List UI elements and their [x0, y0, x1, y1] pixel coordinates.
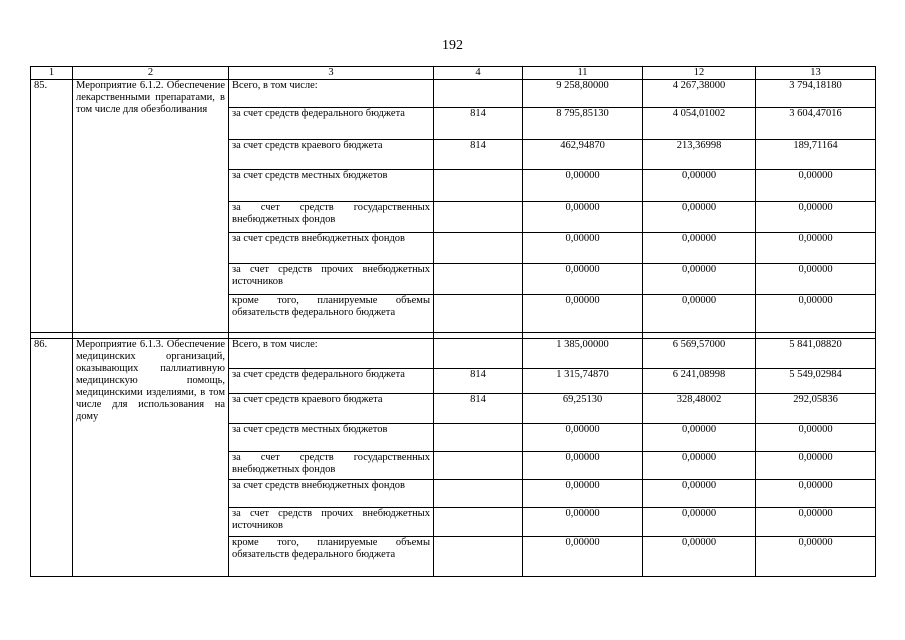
- value-col-11: 0,00000: [523, 264, 643, 295]
- funding-source: за счет средств краевого бюджета: [229, 140, 434, 170]
- value-col-11: 0,00000: [523, 233, 643, 264]
- value-col-12: 0,00000: [643, 480, 756, 508]
- measure-title: Мероприятие 6.1.3. Обеспечение медицинских организаций, оказывающих паллиативную медицинскую помощь, медицинскими изделиями, в том числе для использования на дому: [73, 339, 229, 577]
- value-col-13: 0,00000: [756, 537, 876, 577]
- funding-source: за счет средств прочих внебюджетных источников: [229, 264, 434, 295]
- budget-code: [434, 508, 523, 537]
- table-row: [31, 80, 876, 108]
- value-col-11: 8 795,85130: [523, 108, 643, 140]
- value-col-11: 0,00000: [523, 480, 643, 508]
- column-header: 4: [434, 67, 523, 80]
- funding-source: кроме того, планируемые объемы обязательств федерального бюджета: [229, 295, 434, 333]
- budget-code: 814: [434, 369, 523, 394]
- value-col-12: 0,00000: [643, 452, 756, 480]
- value-col-12: 0,00000: [643, 295, 756, 333]
- value-col-13: 0,00000: [756, 480, 876, 508]
- budget-code: [434, 339, 523, 369]
- value-col-12: 4 054,01002: [643, 108, 756, 140]
- table-body: [31, 80, 876, 577]
- column-header: 13: [756, 67, 876, 80]
- value-col-13: 5 549,02984: [756, 369, 876, 394]
- value-col-11: 0,00000: [523, 424, 643, 452]
- value-col-11: 0,00000: [523, 508, 643, 537]
- value-col-11: 0,00000: [523, 295, 643, 333]
- table-row: [31, 339, 876, 369]
- value-col-11: 1 315,74870: [523, 369, 643, 394]
- value-col-12: 0,00000: [643, 170, 756, 202]
- funding-source: за счет средств федерального бюджета: [229, 369, 434, 394]
- value-col-13: 0,00000: [756, 295, 876, 333]
- funding-source: за счет средств внебюджетных фондов: [229, 480, 434, 508]
- value-col-13: 0,00000: [756, 452, 876, 480]
- funding-source: за счет средств государственных внебюджетных фондов: [229, 452, 434, 480]
- column-header: 3: [229, 67, 434, 80]
- budget-code: 814: [434, 394, 523, 424]
- column-header: 12: [643, 67, 756, 80]
- measure-title: Мероприятие 6.1.2. Обеспечение лекарственными препаратами, в том числе для обезболивания: [73, 80, 229, 333]
- value-col-12: 6 569,57000: [643, 339, 756, 369]
- value-col-13: 0,00000: [756, 508, 876, 537]
- row-number: 86.: [31, 339, 73, 577]
- value-col-12: 4 267,38000: [643, 80, 756, 108]
- value-col-13: 189,71164: [756, 140, 876, 170]
- value-col-13: 3 604,47016: [756, 108, 876, 140]
- value-col-13: 292,05836: [756, 394, 876, 424]
- value-col-12: 0,00000: [643, 424, 756, 452]
- row-number: 85.: [31, 80, 73, 333]
- funding-source: Всего, в том числе:: [229, 80, 434, 108]
- value-col-11: 0,00000: [523, 452, 643, 480]
- funding-source: за счет средств местных бюджетов: [229, 424, 434, 452]
- page-number: 192: [442, 38, 463, 53]
- value-col-13: 0,00000: [756, 264, 876, 295]
- value-col-12: 0,00000: [643, 202, 756, 233]
- budget-table: [30, 66, 876, 577]
- budget-code: [434, 202, 523, 233]
- value-col-13: 3 794,18180: [756, 80, 876, 108]
- value-col-13: 0,00000: [756, 233, 876, 264]
- budget-code: [434, 537, 523, 577]
- funding-source: за счет средств краевого бюджета: [229, 394, 434, 424]
- funding-source: за счет средств государственных внебюджетных фондов: [229, 202, 434, 233]
- funding-source: за счет средств внебюджетных фондов: [229, 233, 434, 264]
- value-col-12: 0,00000: [643, 264, 756, 295]
- value-col-11: 0,00000: [523, 537, 643, 577]
- value-col-12: 328,48002: [643, 394, 756, 424]
- budget-code: [434, 424, 523, 452]
- value-col-11: 462,94870: [523, 140, 643, 170]
- funding-source: за счет средств прочих внебюджетных источников: [229, 508, 434, 537]
- value-col-13: 5 841,08820: [756, 339, 876, 369]
- budget-code: [434, 480, 523, 508]
- value-col-13: 0,00000: [756, 202, 876, 233]
- column-header: 1: [31, 67, 73, 80]
- budget-code: 814: [434, 108, 523, 140]
- value-col-13: 0,00000: [756, 170, 876, 202]
- funding-source: за счет средств местных бюджетов: [229, 170, 434, 202]
- column-header: 2: [73, 67, 229, 80]
- value-col-12: 0,00000: [643, 537, 756, 577]
- value-col-11: 1 385,00000: [523, 339, 643, 369]
- budget-code: [434, 452, 523, 480]
- value-col-11: 0,00000: [523, 202, 643, 233]
- column-header-row: [31, 67, 876, 80]
- value-col-13: 0,00000: [756, 424, 876, 452]
- value-col-12: 6 241,08998: [643, 369, 756, 394]
- funding-source: за счет средств федерального бюджета: [229, 108, 434, 140]
- column-header: 11: [523, 67, 643, 80]
- budget-code: 814: [434, 140, 523, 170]
- budget-code: [434, 295, 523, 333]
- value-col-11: 69,25130: [523, 394, 643, 424]
- funding-source: Всего, в том числе:: [229, 339, 434, 369]
- value-col-12: 0,00000: [643, 508, 756, 537]
- value-col-11: 0,00000: [523, 170, 643, 202]
- budget-code: [434, 170, 523, 202]
- budget-code: [434, 80, 523, 108]
- value-col-12: 213,36998: [643, 140, 756, 170]
- budget-code: [434, 233, 523, 264]
- value-col-12: 0,00000: [643, 233, 756, 264]
- value-col-11: 9 258,80000: [523, 80, 643, 108]
- funding-source: кроме того, планируемые объемы обязательств федерального бюджета: [229, 537, 434, 577]
- budget-code: [434, 264, 523, 295]
